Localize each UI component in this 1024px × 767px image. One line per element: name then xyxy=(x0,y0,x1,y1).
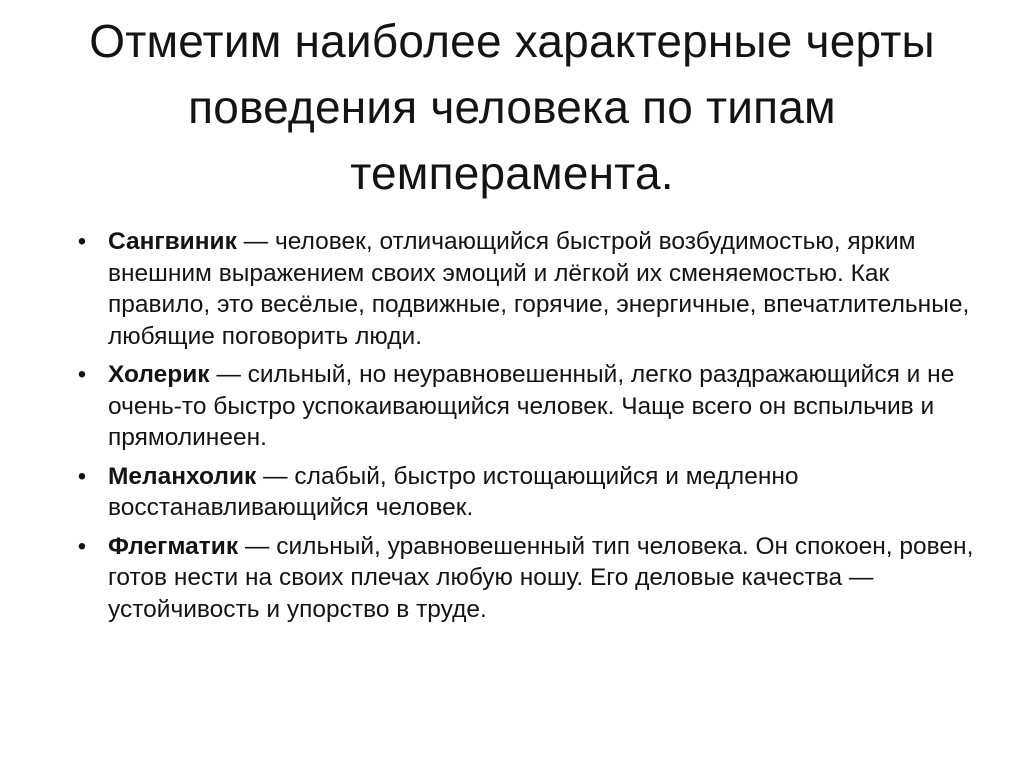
bullet-icon: • xyxy=(77,361,87,388)
bullet-icon: • xyxy=(77,532,87,560)
list-item-choleric xyxy=(72,359,984,454)
list-item-melancholic xyxy=(72,461,984,524)
description-choleric: — сильный, но неуравновешенный, легко раздражающийся и не очень-то быстро успокаивающийся человек. Чаще всего он вспыльчив и прямолинеен. xyxy=(108,361,955,451)
list-item-phlegmatic xyxy=(72,531,984,626)
description-sanguine: — человек, отличающийся быстрой возбудимостью, ярким внешним выражением своих эмоций и лёгкой их сменяемостью. Как правило, это весёлые, подвижные, горячие, энергичные, впечатлительные, любящие поговорить люди. xyxy=(108,228,970,350)
term-melancholic: Меланхолик xyxy=(108,462,257,490)
bullet-icon: • xyxy=(77,228,87,255)
list-item-sanguine xyxy=(72,226,984,352)
term-sanguine: Сангвиник xyxy=(108,228,237,255)
temperament-list xyxy=(72,226,984,632)
slide-title: Отметим наиболее характерные черты поведения человека по типам темперамента. xyxy=(89,15,935,199)
description-melancholic: — слабый, быстро истощающийся и медленно восстанавливающийся человек. xyxy=(108,462,799,521)
description-phlegmatic: — сильный, уравновешенный тип человека. Он спокоен, ровен, готов нести на своих плечах любую ношу. Его деловые качества — устойчивость и упорство в труде. xyxy=(108,532,974,623)
term-phlegmatic: Флегматик xyxy=(108,532,239,560)
bullet-icon: • xyxy=(77,462,87,490)
term-choleric: Холерик xyxy=(108,361,210,388)
